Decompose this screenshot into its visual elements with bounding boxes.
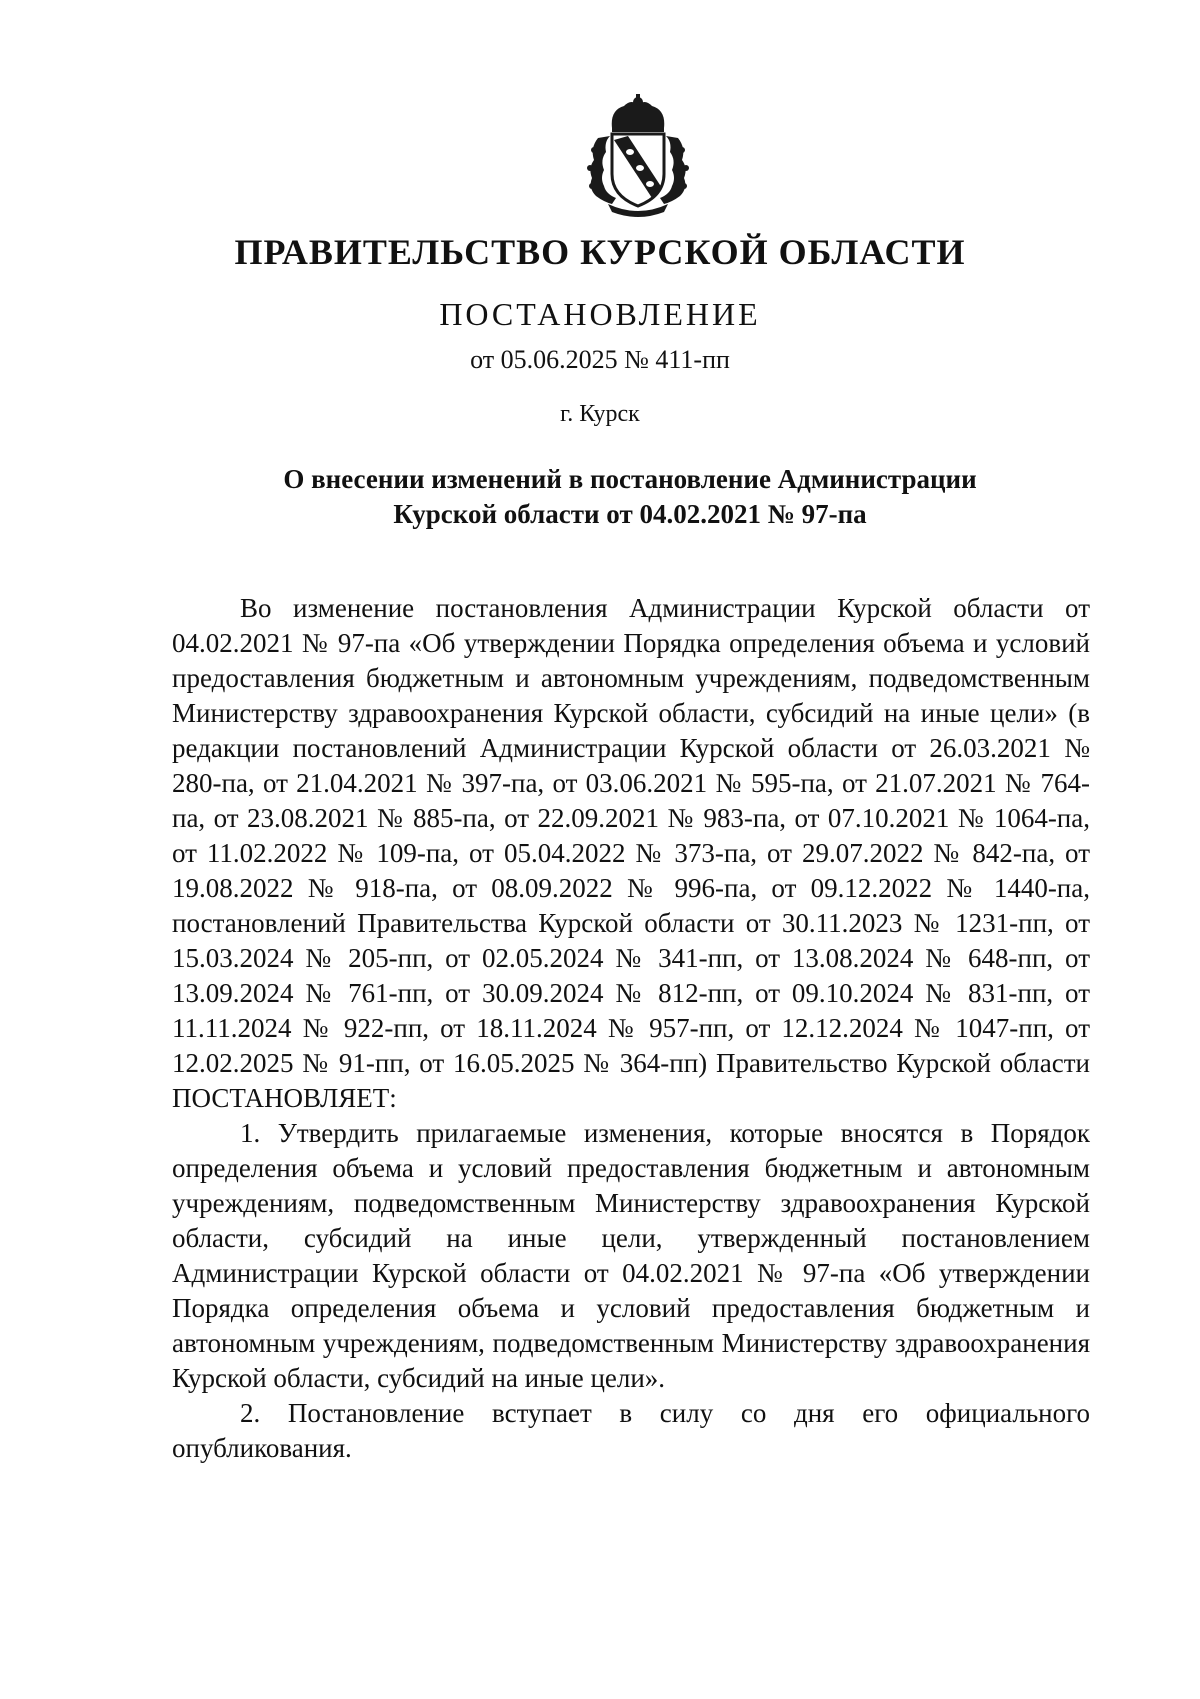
item-2-paragraph: 2. Постановление вступает в силу со дня его официального опубликования. [172, 1398, 1090, 1463]
subject-line-1: О внесении изменений в постановление Администрации [283, 464, 977, 494]
document-city: г. Курск [560, 401, 640, 427]
kursk-coat-of-arms-icon [568, 88, 708, 218]
document-body [172, 591, 1090, 1466]
document-type: ПОСТАНОВЛЕНИЕ [439, 296, 761, 332]
subject-line-2: Курской области от 04.02.2021 № 97-па [393, 499, 867, 529]
government-title: ПРАВИТЕЛЬСТВО КУРСКОЙ ОБЛАСТИ [234, 232, 966, 272]
item-1-paragraph: 1. Утвердить прилагаемые изменения, которые вносятся в Порядок определения объема и условий предоставления бюджетным и автономным учреждениям, подведомственным Министерству здравоохранения Курской области, субсидий на иные цели, утвержденный постановлением Администрации Курской области от 04.02.2021 № 97-па «Об утверждении Порядка определения объема и условий предоставления бюджетным и автономным учреждениям, подведомственным Министерству здравоохранения Курской области, субсидий на иные цели». [172, 1118, 1090, 1393]
preamble-paragraph: Во изменение постановления Администрации Курской области от 04.02.2021 № 97-па «Об утверждении Порядка определения объема и условий предоставления бюджетным и автономным учреждениям, подведомственным Министерству здравоохранения Курской области, субсидий на иные цели» (в редакции постановлений Администрации Курской области от 26.03.2021 № 280-па, от 21.04.2021 № 397-па, от 03.06.2021 № 595-па, от 21.07.2021 № 764-па, от 23.08.2021 № 885-па, от 22.09.2021 № 983-па, от 07.10.2021 № 1064-па, от 11.02.2022 № 109-па, от 05.04.2022 № 373-па, от 29.07.2022 № 842-па, от 19.08.2022 № 918-па, от 08.09.2022 № 996-па, от 09.12.2022 № 1440-па, постановлений Правительства Курской области от 30.11.2023 № 1231-пп, от 15.03.2024 № 205-пп, от 02.05.2024 № 341-пп, от 13.08.2024 № 648-пп, от 13.09.2024 № 761-пп, от 30.09.2024 № 812-пп, от 09.10.2024 № 831-пп, от 11.11.2024 № 922-пп, от 18.11.2024 № 957-пп, от 12.12.2024 № 1047-пп, от 12.02.2025 № 91-пп, от 16.05.2025 № 364-пп) Правительство Курской области ПОСТАНОВЛЯЕТ: [172, 593, 1090, 1113]
document-subject [250, 462, 1010, 532]
document-date-number: от 05.06.2025 № 411-пп [470, 345, 730, 374]
